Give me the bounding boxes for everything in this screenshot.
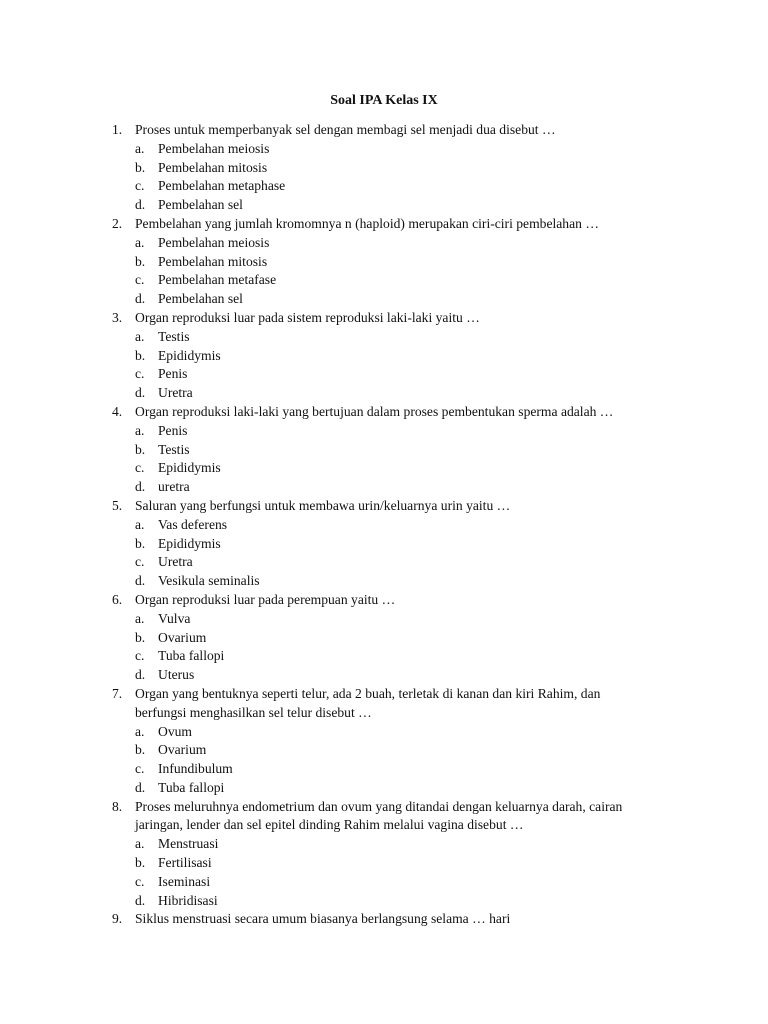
option-text: Pembelahan mitosis xyxy=(158,253,268,269)
question-text: Pembelahan yang jumlah kromomnya n (haploid) merupakan ciri-ciri pembelahan … xyxy=(135,215,599,231)
question-item xyxy=(112,309,652,403)
option-label: a. xyxy=(135,422,145,438)
option-label: c. xyxy=(135,648,145,664)
question-number: 3. xyxy=(112,309,123,325)
answer-option xyxy=(135,629,652,648)
question-list xyxy=(112,121,652,929)
option-label: a. xyxy=(135,234,145,250)
answer-option xyxy=(135,196,652,215)
option-label: d. xyxy=(135,667,146,683)
option-label: a. xyxy=(135,140,145,156)
question-text: Organ reproduksi laki-laki yang bertujuan dalam proses pembentukan sperma adalah … xyxy=(135,403,614,419)
answer-option xyxy=(135,365,652,384)
option-label: a. xyxy=(135,836,145,852)
question-text: Organ yang bentuknya seperti telur, ada 2 buah, terletak di kanan dan kiri Rahim, dan berfungsi menghasilkan sel telur disebut … xyxy=(135,685,601,720)
option-text: Pembelahan meiosis xyxy=(158,140,270,156)
answer-option xyxy=(135,253,652,272)
question-number: 7. xyxy=(112,685,123,701)
option-text: Infundibulum xyxy=(158,761,233,777)
option-text: Tuba fallopi xyxy=(158,779,225,795)
option-text: Iseminasi xyxy=(158,873,211,889)
option-text: Pembelahan sel xyxy=(158,197,243,213)
option-list xyxy=(135,610,652,685)
answer-option xyxy=(135,892,652,911)
answer-option xyxy=(135,760,652,779)
option-label: d. xyxy=(135,573,146,589)
option-text: Epididymis xyxy=(158,460,221,476)
answer-option xyxy=(135,459,652,478)
option-list xyxy=(135,723,652,798)
option-text: Vesikula seminalis xyxy=(158,573,260,589)
answer-option xyxy=(135,290,652,309)
option-text: Vulva xyxy=(158,610,191,626)
answer-option xyxy=(135,177,652,196)
answer-option xyxy=(135,835,652,854)
option-list xyxy=(135,140,652,215)
option-text: Uretra xyxy=(158,554,193,570)
option-text: Vas deferens xyxy=(158,516,228,532)
answer-option xyxy=(135,271,652,290)
option-label: c. xyxy=(135,272,145,288)
option-label: a. xyxy=(135,610,145,626)
answer-option xyxy=(135,873,652,892)
answer-option xyxy=(135,384,652,403)
option-label: b. xyxy=(135,629,146,645)
answer-option xyxy=(135,723,652,742)
option-label: d. xyxy=(135,779,146,795)
option-label: b. xyxy=(135,742,146,758)
option-text: uretra xyxy=(158,479,190,495)
option-text: Testis xyxy=(158,328,190,344)
option-list xyxy=(135,835,652,910)
question-text: Proses untuk memperbanyak sel dengan membagi sel menjadi dua disebut … xyxy=(135,122,556,137)
option-label: d. xyxy=(135,479,146,495)
question-number: 4. xyxy=(112,403,123,419)
answer-option xyxy=(135,647,652,666)
answer-option xyxy=(135,516,652,535)
option-label: d. xyxy=(135,385,146,401)
option-label: b. xyxy=(135,441,146,457)
question-number: 2. xyxy=(112,215,123,231)
option-label: b. xyxy=(135,253,146,269)
question-number: 6. xyxy=(112,591,123,607)
answer-option xyxy=(135,441,652,460)
option-text: Penis xyxy=(158,366,188,382)
option-label: a. xyxy=(135,516,145,532)
option-label: b. xyxy=(135,855,146,871)
question-item xyxy=(112,798,652,911)
option-text: Penis xyxy=(158,422,188,438)
option-text: Ovarium xyxy=(158,742,207,758)
answer-option xyxy=(135,422,652,441)
option-list xyxy=(135,234,652,309)
option-text: Uterus xyxy=(158,667,195,683)
option-text: Pembelahan metaphase xyxy=(158,178,286,194)
option-text: Epididymis xyxy=(158,347,221,363)
option-text: Ovum xyxy=(158,723,192,739)
option-label: b. xyxy=(135,159,146,175)
question-item xyxy=(112,685,652,798)
question-number: 8. xyxy=(112,798,123,814)
option-label: c. xyxy=(135,873,145,889)
option-label: c. xyxy=(135,178,145,194)
answer-option xyxy=(135,159,652,178)
option-label: d. xyxy=(135,197,146,213)
option-text: Pembelahan sel xyxy=(158,291,243,307)
answer-option xyxy=(135,347,652,366)
option-text: Epididymis xyxy=(158,535,221,551)
answer-option xyxy=(135,553,652,572)
question-number: 1. xyxy=(112,122,123,137)
option-text: Uretra xyxy=(158,385,193,401)
option-label: b. xyxy=(135,347,146,363)
question-item xyxy=(112,910,652,929)
option-label: b. xyxy=(135,535,146,551)
option-text: Pembelahan meiosis xyxy=(158,234,270,250)
option-label: c. xyxy=(135,554,145,570)
question-item xyxy=(112,591,652,685)
option-label: d. xyxy=(135,892,146,908)
option-text: Pembelahan mitosis xyxy=(158,159,268,175)
option-list xyxy=(135,328,652,403)
option-label: a. xyxy=(135,328,145,344)
answer-option xyxy=(135,779,652,798)
answer-option xyxy=(135,741,652,760)
question-text: Organ reproduksi luar pada sistem reproduksi laki-laki yaitu … xyxy=(135,309,480,325)
option-list xyxy=(135,516,652,591)
option-text: Menstruasi xyxy=(158,836,219,852)
answer-option xyxy=(135,234,652,253)
question-text: Proses meluruhnya endometrium dan ovum yang ditandai dengan keluarnya darah, cairan jaringan, lender dan sel epitel dinding Rahim melalui vagina disebut … xyxy=(135,798,623,833)
question-text: Saluran yang berfungsi untuk membawa urin/keluarnya urin yaitu … xyxy=(135,497,511,513)
option-label: c. xyxy=(135,460,145,476)
answer-option xyxy=(135,666,652,685)
document-title: Soal IPA Kelas IX xyxy=(330,93,438,108)
option-label: c. xyxy=(135,366,145,382)
option-text: Fertilisasi xyxy=(158,855,212,871)
option-label: a. xyxy=(135,723,145,739)
question-item xyxy=(112,497,652,591)
question-item xyxy=(112,403,652,497)
option-text: Tuba fallopi xyxy=(158,648,225,664)
question-number: 5. xyxy=(112,497,123,513)
answer-option xyxy=(135,610,652,629)
question-item xyxy=(112,121,652,215)
option-text: Hibridisasi xyxy=(158,892,218,908)
answer-option xyxy=(135,140,652,159)
option-text: Ovarium xyxy=(158,629,207,645)
answer-option xyxy=(135,535,652,554)
answer-option xyxy=(135,572,652,591)
option-label: c. xyxy=(135,761,145,777)
option-text: Testis xyxy=(158,441,190,457)
option-text: Pembelahan metafase xyxy=(158,272,277,288)
question-number: 9. xyxy=(112,911,123,927)
answer-option xyxy=(135,854,652,873)
answer-option xyxy=(135,328,652,347)
question-text: Siklus menstruasi secara umum biasanya berlangsung selama … hari xyxy=(135,911,511,927)
question-text: Organ reproduksi luar pada perempuan yaitu … xyxy=(135,591,396,607)
option-label: d. xyxy=(135,291,146,307)
option-list xyxy=(135,422,652,497)
question-item xyxy=(112,215,652,309)
answer-option xyxy=(135,478,652,497)
